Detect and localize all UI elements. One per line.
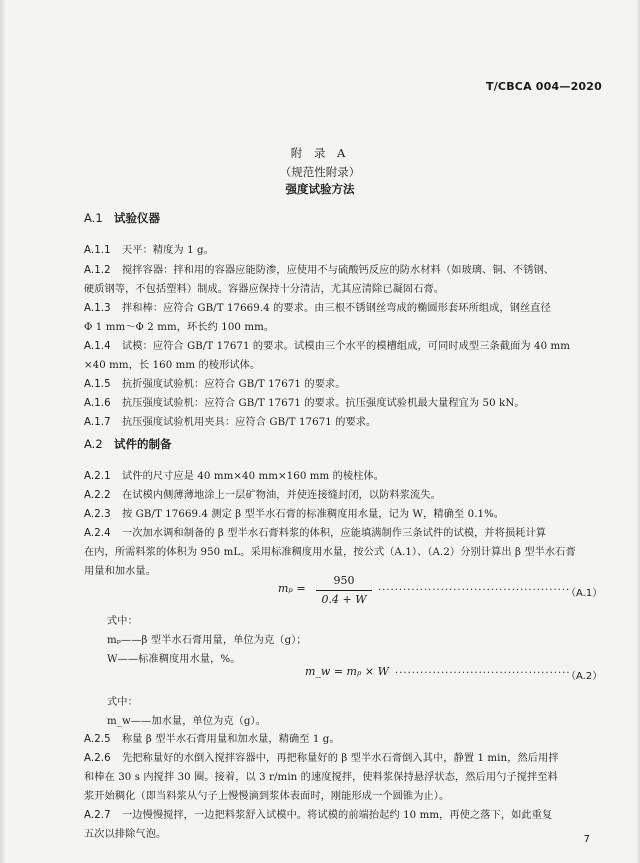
document-id: T/CBCA 004—2020 bbox=[486, 80, 602, 93]
formula-a1-lhs: mₚ = bbox=[278, 582, 306, 595]
clause-line: A.2.6 先把称量好的水倒入搅拌容器中，再把称量好的 β 型半水石膏倒入其中，静置 1 min，然后用拌 bbox=[84, 753, 559, 764]
where-label: 式中： bbox=[107, 616, 138, 627]
clause-line: A.1.1 天平：精度为 1 g。 bbox=[84, 245, 214, 256]
formula-a1-number: （A.1） bbox=[566, 588, 603, 599]
clause-line: A.2.2 在试模内侧薄薄地涂上一层矿物油，并使连接缝封闭，以防料浆流失。 bbox=[84, 490, 441, 501]
clause-line: 浆开始稠化（即当料浆从勺子上慢慢滴到浆体表面时，刚能形成一个圆锥为止）。 bbox=[84, 791, 450, 802]
section-heading bbox=[84, 210, 160, 226]
clause-line: A.2.1 试件的尺寸应是 40 mm×40 mm×160 mm 的棱柱体。 bbox=[84, 471, 385, 482]
page-number: 7 bbox=[583, 834, 590, 845]
clause-line: A.2.3 按 GB/T 17669.4 测定 β 型半水石膏的标准稠度用水量，记为 W，精确至 0.1%。 bbox=[84, 509, 505, 520]
clause-line: 硬质钢等，不包括塑料）制成。容器应保持十分清洁，尤其应清除已凝固石膏。 bbox=[84, 284, 445, 295]
formula-a2-number: （A.2） bbox=[566, 671, 603, 682]
section-number: A.2 bbox=[84, 437, 103, 451]
clause-line: 用量和加水量。 bbox=[84, 566, 157, 577]
appendix-heading: 强度试验方法 bbox=[285, 182, 355, 196]
clause-line: A.1.2 搅拌容器：拌和用的容器应能防渗，应使用不与硫酸钙反应的防水材料（如玻璃、铜、不锈钢、 bbox=[84, 265, 555, 276]
clause-line: 五次以排除气泡。 bbox=[84, 829, 167, 840]
scan-edge bbox=[636, 0, 640, 863]
where-label: 式中： bbox=[107, 697, 138, 708]
section-heading bbox=[84, 436, 172, 452]
formula-a2: m_w = mₚ × W bbox=[305, 665, 389, 678]
section-number: A.1 bbox=[84, 211, 103, 225]
section-title: 试验仪器 bbox=[114, 211, 160, 225]
formula-a2-leader: .......................................... bbox=[395, 665, 571, 676]
clause-line: A.2.4 一次加水调和制备的 β 型半水石膏料浆的体积，应能填满制作三条试件的试模，并将损耗计算 bbox=[84, 528, 547, 539]
clause-line: A.2.5 称量 β 型半水石膏用量和加水量，精确至 1 g。 bbox=[84, 734, 340, 745]
where-definition: mₚ——β 型半水石膏用量，单位为克（g）； bbox=[107, 635, 307, 646]
fraction-bar bbox=[316, 590, 372, 591]
scan-edge bbox=[0, 0, 6, 863]
where-definition: m_w——加水量，单位为克（g）。 bbox=[107, 716, 267, 727]
clause-line: A.1.6 抗压强度试验机：应符合 GB/T 17671 的要求。抗压强度试验机最大量程宜为 50 kN。 bbox=[84, 398, 525, 409]
clause-line: A.1.3 拌和棒：应符合 GB/T 17669.4 的要求。由三根不锈钢丝弯成的椭圆形套环所组成，钢丝直径 bbox=[84, 303, 551, 314]
clause-line: Φ 1 mm～Φ 2 mm，环长约 100 mm。 bbox=[84, 322, 275, 333]
formula-a1-leader: .............................................. bbox=[378, 582, 571, 593]
where-definition: W——标准稠度用水量，%。 bbox=[107, 654, 241, 665]
clause-line: A.1.4 试模：应符合 GB/T 17671 的要求。试模由三个水平的模槽组成，可同时成型三条截面为 40 mm bbox=[84, 341, 571, 352]
formula-a1-fraction bbox=[316, 574, 372, 610]
appendix-subtitle: （规范性附录） bbox=[279, 165, 361, 179]
clause-line: A.2.7 一边慢慢搅拌，一边把料浆舒入试模中。将试模的前端抬起约 10 mm，再使之落下，如此重复 bbox=[84, 810, 553, 821]
clause-line: A.1.7 抗压强度试验机用夹具：应符合 GB/T 17671 的要求。 bbox=[84, 417, 377, 428]
formula-a1-numerator: 950 bbox=[333, 574, 355, 587]
clause-line: ×40 mm，长 160 mm 的棱形试体。 bbox=[84, 360, 261, 371]
appendix-title: 附 录 A bbox=[290, 146, 350, 160]
formula-a1-denominator: 0.4 + W bbox=[321, 593, 367, 606]
clause-line: 在内，所需料浆的体积为 950 mL。采用标准稠度用水量，按公式（A.1）、（A.2）分别计算出 β 型半水石膏 bbox=[84, 547, 576, 558]
clause-line: 和棒在 30 s 内搅拌 30 圈。接着，以 3 r/min 的速度搅拌，使料浆保持悬浮状态，然后用勺子搅拌至料 bbox=[84, 772, 558, 783]
clause-line: A.1.5 抗折强度试验机：应符合 GB/T 17671 的要求。 bbox=[84, 379, 346, 390]
section-title: 试件的制备 bbox=[114, 437, 172, 451]
